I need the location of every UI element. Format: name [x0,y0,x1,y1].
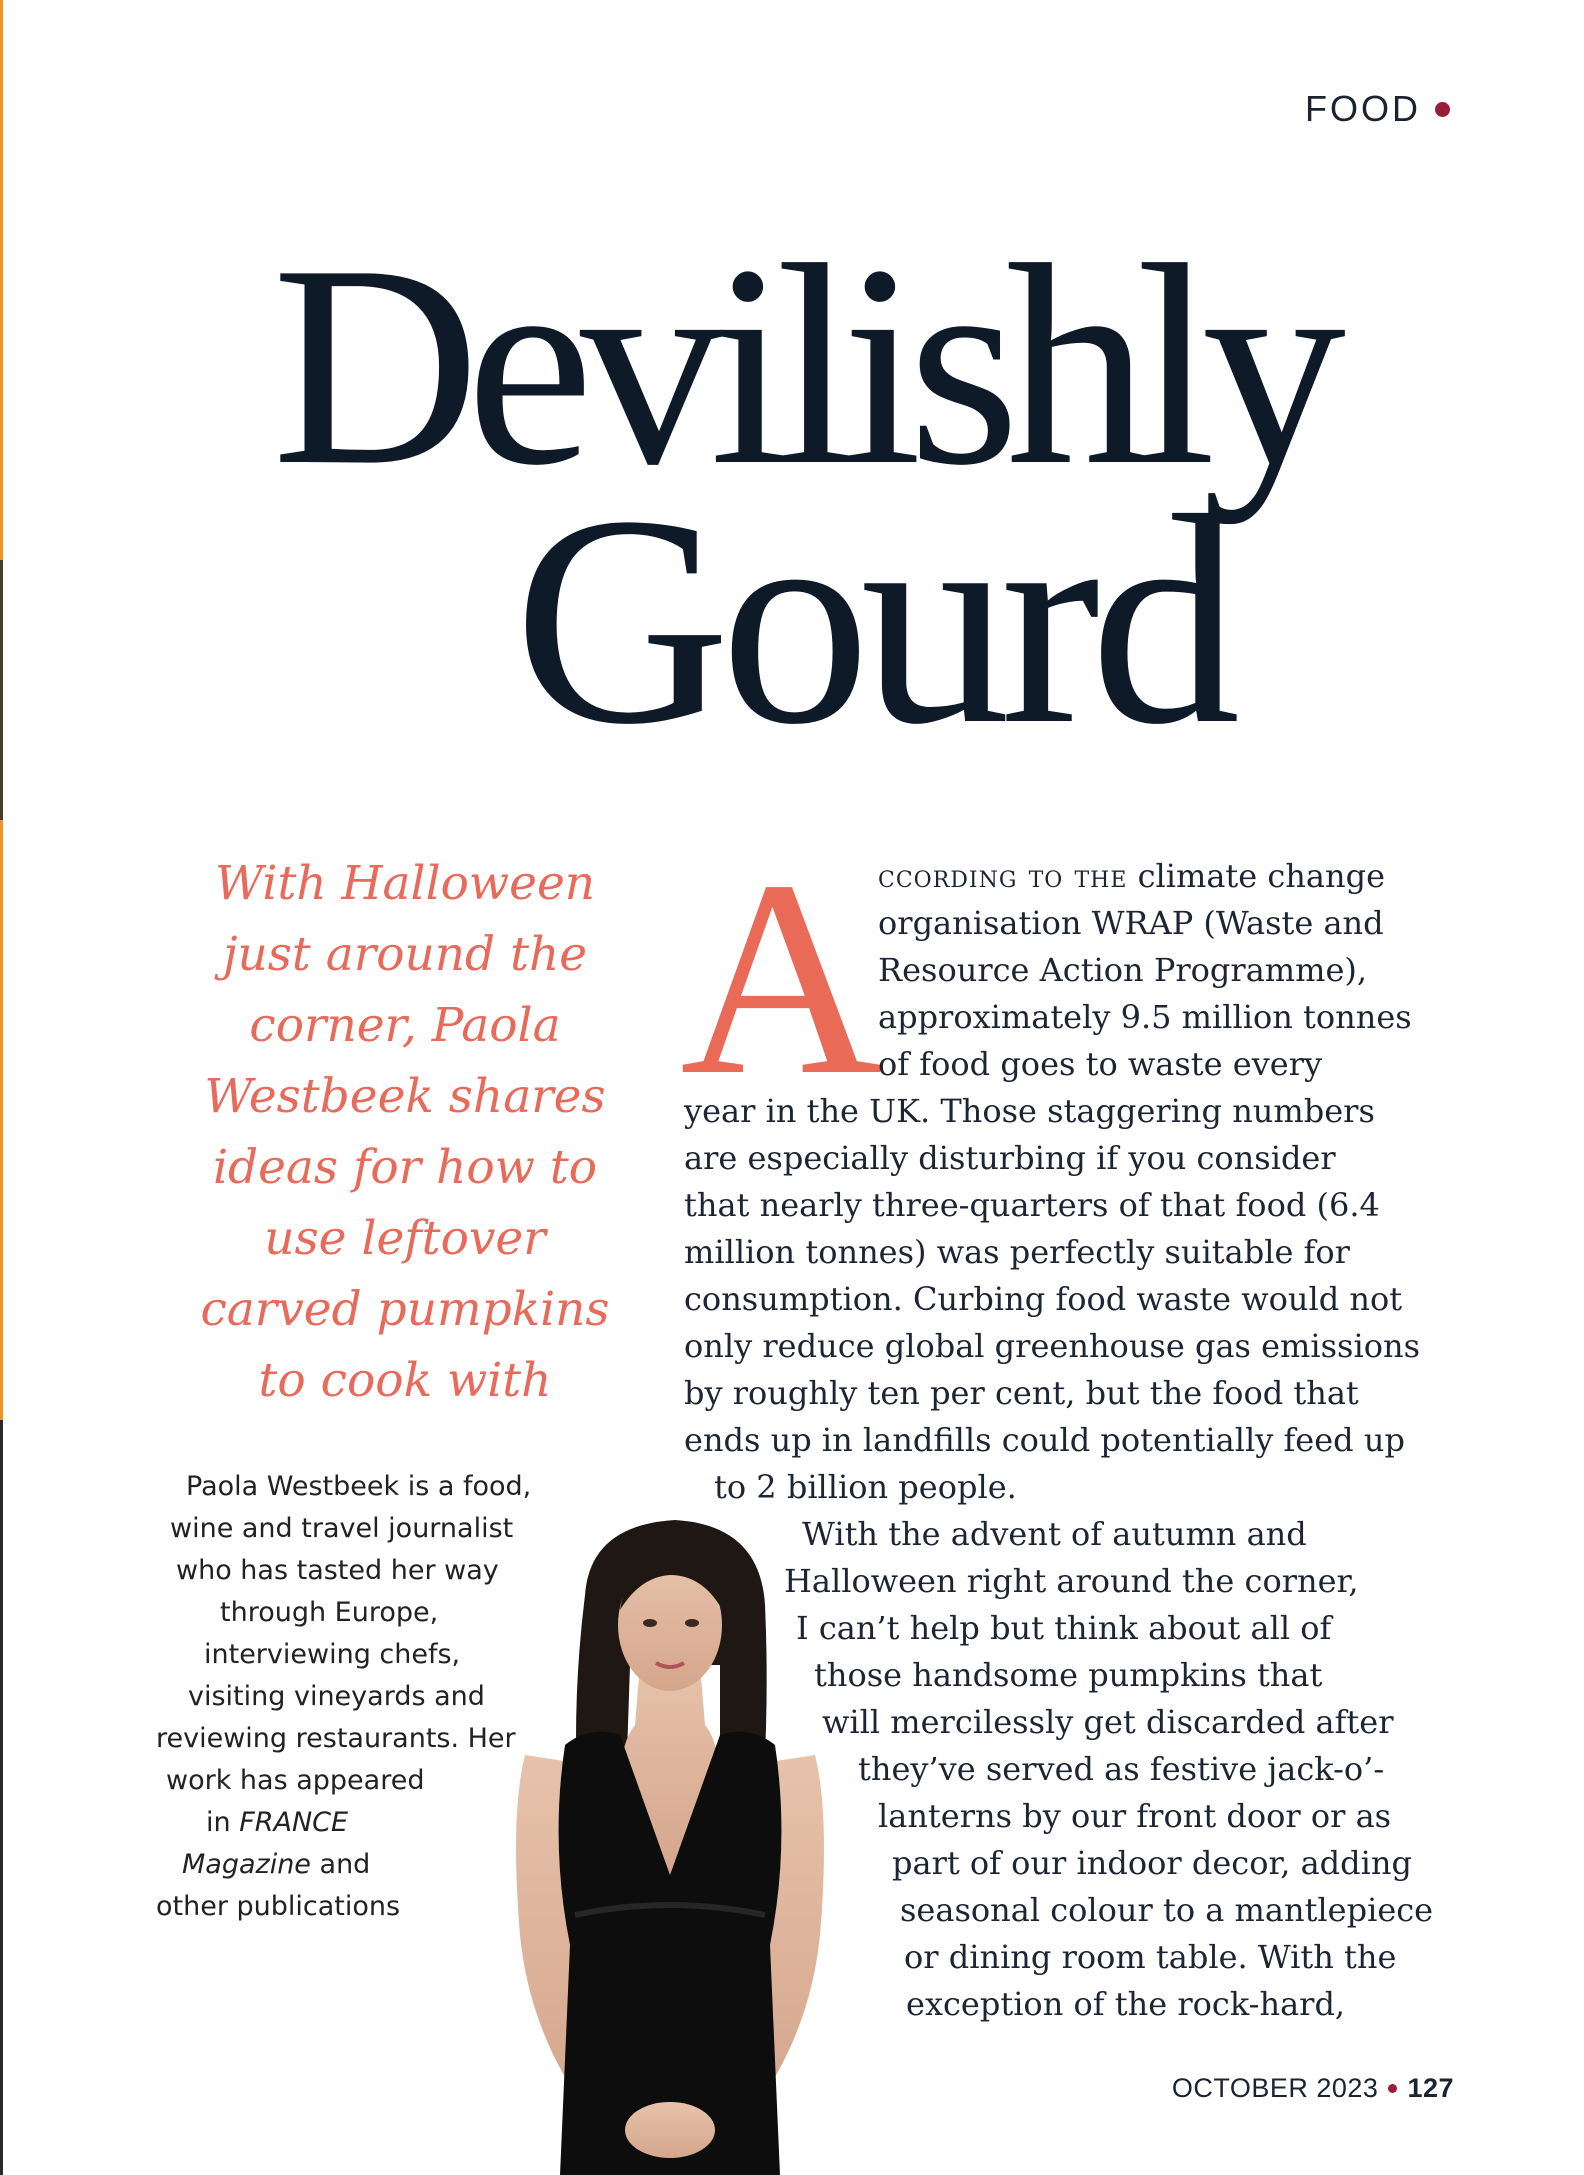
lead-in: ccording to the [878,857,1128,895]
publication-name: FRANCE [239,1807,349,1838]
bio-line: reviewing restaurants. Her [156,1723,516,1754]
body-line: part of our indoor decor, adding [892,1844,1412,1882]
standfirst: With Halloween just around the corner, Paola Westbeek shares ideas for how to use leftover carved pumpkins to cook with [200,856,610,1408]
bio-magazine-word: Magazine [182,1849,311,1880]
body-line: of food goes to waste every [878,1045,1323,1083]
body-line: exception of the rock-hard, [906,1985,1346,2023]
body-line: year in the UK. Those staggering numbers [684,1092,1375,1130]
body-line-1 [878,857,1385,895]
body-line: seasonal colour to a mantlepiece [900,1891,1434,1929]
body-line: approximately 9.5 million tonnes [878,998,1412,1036]
headline-line-1: Devilishly [272,206,1332,525]
body-line: they’ve served as festive jack-o’- [858,1750,1385,1788]
body-line: million tonnes) was perfectly suitable for [684,1233,1350,1271]
section-label: FOOD [1305,88,1421,129]
bio-line: wine and travel journalist [170,1513,514,1544]
bio-line: interviewing chefs, [204,1639,461,1670]
body-line: Halloween right around the corner, [784,1562,1359,1600]
page-folio [1172,2073,1454,2104]
body-line: consumption. Curbing food waste would not [684,1280,1403,1318]
issue-date: OCTOBER 2023 [1171,2073,1379,2103]
bio-line: Paola Westbeek is a food, [186,1471,532,1502]
body-line: ends up in landfills could potentially feed up [684,1421,1405,1459]
body-line: or dining room table. With the [904,1938,1397,1976]
body-line: I can’t help but think about all of [796,1609,1332,1647]
body-line: are especially disturbing if you consider [684,1139,1336,1177]
body-line: organisation WRAP (Waste and [878,904,1384,942]
body-line: only reduce global greenhouse gas emissions [684,1327,1420,1365]
bio-line: through Europe, [220,1597,439,1628]
body-line: those handsome pumpkins that [814,1656,1323,1694]
body-line: Resource Action Programme), [878,951,1368,989]
body-line: lanterns by our front door or as [878,1797,1392,1835]
section-dot-icon [1435,102,1450,117]
bio-line: visiting vineyards and [188,1681,485,1712]
body-text: climate change [1137,857,1385,895]
body-line: With the advent of autumn and [802,1515,1307,1553]
body-line: by roughly ten per cent, but the food that [684,1374,1359,1412]
page-number: 127 [1407,2073,1454,2103]
headline-line-2: Gourd [513,454,1231,786]
drop-cap: A [680,822,883,1133]
section-tag [1305,88,1450,130]
bio-line: who has tasted her way [176,1555,499,1586]
folio-dot-icon [1388,2084,1397,2093]
body-line: to 2 billion people. [714,1468,1017,1506]
body-line: will mercilessly get discarded after [822,1703,1394,1741]
bio-line: other publications [156,1891,401,1922]
edge-segment [0,1420,3,2175]
bio-in-text: in [206,1807,240,1838]
bio-line: work has appeared [166,1765,425,1796]
edge-segment [0,820,3,1420]
bio-and-text: and [310,1849,371,1880]
body-line: that nearly three-quarters of that food (6.4 [684,1186,1380,1224]
